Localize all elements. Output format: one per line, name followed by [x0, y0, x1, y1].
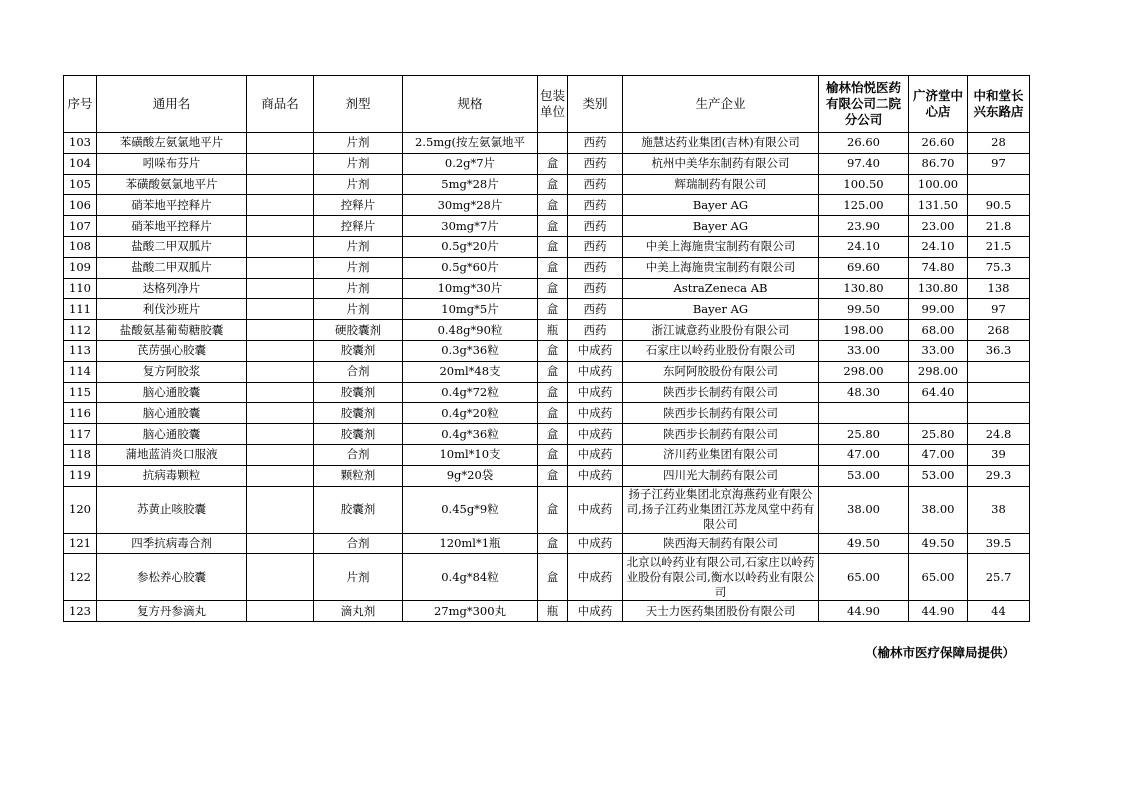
table-row: [64, 174, 1030, 195]
cell-no: 110: [64, 278, 97, 299]
table-row: [64, 278, 1030, 299]
cell-dosage-form: 片剂: [314, 299, 403, 320]
cell-category: 西药: [568, 320, 623, 341]
cell-generic-name: 四季抗病毒合剂: [97, 533, 247, 554]
cell-category: 西药: [568, 133, 623, 154]
cell-no: 118: [64, 444, 97, 465]
cell-dosage-form: 胶囊剂: [314, 340, 403, 361]
cell-category: 中成药: [568, 424, 623, 445]
cell-price-guangjitang: 26.60: [909, 133, 968, 154]
table-row: [64, 554, 1030, 601]
header-generic-name: 通用名: [97, 76, 247, 133]
cell-no: 114: [64, 361, 97, 382]
cell-package-unit: 瓶: [538, 601, 568, 622]
cell-no: 123: [64, 601, 97, 622]
cell-price-zhonghetang: 268: [968, 320, 1030, 341]
cell-brand-name: [247, 236, 314, 257]
cell-manufacturer: Bayer AG: [623, 299, 819, 320]
cell-price-zhonghetang: 97: [968, 153, 1030, 174]
cell-spec: 10mg*30片: [403, 278, 538, 299]
cell-manufacturer: 陕西步长制药有限公司: [623, 424, 819, 445]
cell-price-zhonghetang: 39: [968, 444, 1030, 465]
cell-generic-name: 复方丹参滴丸: [97, 601, 247, 622]
cell-generic-name: 盐酸二甲双胍片: [97, 236, 247, 257]
cell-category: 西药: [568, 257, 623, 278]
cell-no: 122: [64, 554, 97, 601]
cell-brand-name: [247, 153, 314, 174]
cell-price-zhonghetang: 21.8: [968, 216, 1030, 237]
cell-package-unit: 盒: [538, 278, 568, 299]
cell-no: 117: [64, 424, 97, 445]
cell-price-zhonghetang: 24.8: [968, 424, 1030, 445]
cell-no: 105: [64, 174, 97, 195]
cell-spec: 0.3g*36粒: [403, 340, 538, 361]
table-row: [64, 153, 1030, 174]
table-row: [64, 601, 1030, 622]
cell-generic-name: 苯磺酸氨氯地平片: [97, 174, 247, 195]
cell-price-guangjitang: 38.00: [909, 486, 968, 533]
header-store-guangjitang: 广济堂中心店: [909, 76, 968, 133]
cell-generic-name: 利伐沙班片: [97, 299, 247, 320]
cell-generic-name: 脑心通胶囊: [97, 382, 247, 403]
cell-price-guangjitang: 130.80: [909, 278, 968, 299]
header-no: 序号: [64, 76, 97, 133]
cell-brand-name: [247, 601, 314, 622]
header-category: 类别: [568, 76, 623, 133]
cell-price-yiyue: 25.80: [819, 424, 909, 445]
header-package-unit: 包装单位: [538, 76, 568, 133]
cell-dosage-form: 硬胶囊剂: [314, 320, 403, 341]
cell-price-guangjitang: [909, 403, 968, 424]
cell-price-guangjitang: 298.00: [909, 361, 968, 382]
cell-spec: 0.4g*84粒: [403, 554, 538, 601]
cell-brand-name: [247, 299, 314, 320]
cell-dosage-form: 合剂: [314, 361, 403, 382]
cell-brand-name: [247, 533, 314, 554]
cell-dosage-form: 片剂: [314, 554, 403, 601]
cell-manufacturer: 中美上海施贵宝制药有限公司: [623, 257, 819, 278]
cell-manufacturer: 北京以岭药业有限公司,石家庄以岭药业股份有限公司,衡水以岭药业有限公司: [623, 554, 819, 601]
cell-manufacturer: 石家庄以岭药业股份有限公司: [623, 340, 819, 361]
cell-no: 120: [64, 486, 97, 533]
cell-category: 西药: [568, 236, 623, 257]
cell-generic-name: 蒲地蓝消炎口服液: [97, 444, 247, 465]
cell-no: 115: [64, 382, 97, 403]
cell-price-zhonghetang: [968, 174, 1030, 195]
cell-spec: 0.45g*9粒: [403, 486, 538, 533]
cell-no: 106: [64, 195, 97, 216]
cell-price-yiyue: [819, 403, 909, 424]
cell-brand-name: [247, 465, 314, 486]
cell-no: 108: [64, 236, 97, 257]
cell-price-guangjitang: 86.70: [909, 153, 968, 174]
cell-dosage-form: 控释片: [314, 216, 403, 237]
cell-no: 116: [64, 403, 97, 424]
cell-spec: 0.4g*36粒: [403, 424, 538, 445]
table-row: [64, 195, 1030, 216]
cell-price-zhonghetang: [968, 382, 1030, 403]
cell-generic-name: 芪苈强心胶囊: [97, 340, 247, 361]
source-note: （榆林市医疗保障局提供）: [865, 645, 1016, 660]
cell-price-guangjitang: 64.40: [909, 382, 968, 403]
cell-generic-name: 盐酸二甲双胍片: [97, 257, 247, 278]
table-row: [64, 533, 1030, 554]
header-store-yiyue: 榆林怡悦医药有限公司二院分公司: [819, 76, 909, 133]
cell-category: 中成药: [568, 601, 623, 622]
cell-price-yiyue: 99.50: [819, 299, 909, 320]
cell-price-yiyue: 53.00: [819, 465, 909, 486]
cell-manufacturer: 济川药业集团有限公司: [623, 444, 819, 465]
cell-price-guangjitang: 100.00: [909, 174, 968, 195]
cell-manufacturer: 四川光大制药有限公司: [623, 465, 819, 486]
cell-price-guangjitang: 99.00: [909, 299, 968, 320]
cell-spec: 120ml*1瓶: [403, 533, 538, 554]
table-row: [64, 382, 1030, 403]
cell-generic-name: 吲哚布芬片: [97, 153, 247, 174]
cell-brand-name: [247, 174, 314, 195]
cell-price-guangjitang: 33.00: [909, 340, 968, 361]
cell-no: 112: [64, 320, 97, 341]
cell-package-unit: 盒: [538, 486, 568, 533]
table-row: [64, 133, 1030, 154]
table-row: [64, 216, 1030, 237]
cell-price-guangjitang: 24.10: [909, 236, 968, 257]
cell-no: 103: [64, 133, 97, 154]
cell-spec: 10mg*5片: [403, 299, 538, 320]
cell-dosage-form: 合剂: [314, 444, 403, 465]
cell-manufacturer: 杭州中美华东制药有限公司: [623, 153, 819, 174]
cell-manufacturer: 天士力医药集团股份有限公司: [623, 601, 819, 622]
cell-manufacturer: Bayer AG: [623, 195, 819, 216]
cell-brand-name: [247, 403, 314, 424]
cell-generic-name: 盐酸氨基葡萄糖胶囊: [97, 320, 247, 341]
cell-price-zhonghetang: 39.5: [968, 533, 1030, 554]
cell-generic-name: 复方阿胶浆: [97, 361, 247, 382]
cell-category: 中成药: [568, 403, 623, 424]
cell-package-unit: [538, 133, 568, 154]
table-row: [64, 361, 1030, 382]
cell-price-guangjitang: 53.00: [909, 465, 968, 486]
cell-dosage-form: 胶囊剂: [314, 382, 403, 403]
cell-no: 113: [64, 340, 97, 361]
cell-spec: 0.4g*72粒: [403, 382, 538, 403]
cell-generic-name: 达格列净片: [97, 278, 247, 299]
cell-brand-name: [247, 554, 314, 601]
cell-price-yiyue: 47.00: [819, 444, 909, 465]
cell-package-unit: 盒: [538, 257, 568, 278]
cell-price-guangjitang: 74.80: [909, 257, 968, 278]
cell-brand-name: [247, 340, 314, 361]
cell-generic-name: 脑心通胶囊: [97, 424, 247, 445]
cell-price-yiyue: 48.30: [819, 382, 909, 403]
cell-brand-name: [247, 216, 314, 237]
cell-spec: 0.5g*60片: [403, 257, 538, 278]
cell-brand-name: [247, 257, 314, 278]
table-row: [64, 299, 1030, 320]
cell-package-unit: 盒: [538, 424, 568, 445]
cell-package-unit: 盒: [538, 236, 568, 257]
cell-price-yiyue: 23.90: [819, 216, 909, 237]
cell-manufacturer: 陕西海天制药有限公司: [623, 533, 819, 554]
cell-package-unit: 瓶: [538, 320, 568, 341]
cell-dosage-form: 合剂: [314, 533, 403, 554]
cell-manufacturer: 施慧达药业集团(吉林)有限公司: [623, 133, 819, 154]
cell-package-unit: 盒: [538, 361, 568, 382]
cell-brand-name: [247, 382, 314, 403]
cell-price-zhonghetang: 21.5: [968, 236, 1030, 257]
cell-category: 中成药: [568, 340, 623, 361]
cell-brand-name: [247, 361, 314, 382]
cell-spec: 27mg*300丸: [403, 601, 538, 622]
cell-brand-name: [247, 424, 314, 445]
cell-category: 中成药: [568, 444, 623, 465]
table-row: [64, 236, 1030, 257]
cell-dosage-form: 片剂: [314, 257, 403, 278]
cell-package-unit: 盒: [538, 382, 568, 403]
cell-price-zhonghetang: 25.7: [968, 554, 1030, 601]
cell-price-zhonghetang: 29.3: [968, 465, 1030, 486]
cell-dosage-form: 颗粒剂: [314, 465, 403, 486]
cell-spec: 30mg*7片: [403, 216, 538, 237]
cell-price-yiyue: 298.00: [819, 361, 909, 382]
table-row: [64, 424, 1030, 445]
cell-price-zhonghetang: [968, 361, 1030, 382]
cell-category: 中成药: [568, 361, 623, 382]
cell-manufacturer: 东阿阿胶股份有限公司: [623, 361, 819, 382]
cell-package-unit: 盒: [538, 533, 568, 554]
table-row: [64, 257, 1030, 278]
cell-manufacturer: Bayer AG: [623, 216, 819, 237]
cell-manufacturer: 陕西步长制药有限公司: [623, 403, 819, 424]
cell-spec: 0.48g*90粒: [403, 320, 538, 341]
cell-generic-name: 参松养心胶囊: [97, 554, 247, 601]
cell-brand-name: [247, 486, 314, 533]
cell-spec: 9g*20袋: [403, 465, 538, 486]
cell-price-yiyue: 198.00: [819, 320, 909, 341]
cell-price-yiyue: 49.50: [819, 533, 909, 554]
cell-spec: 2.5mg(按左氨氯地平: [403, 133, 538, 154]
cell-price-yiyue: 38.00: [819, 486, 909, 533]
cell-package-unit: 盒: [538, 403, 568, 424]
cell-price-yiyue: 69.60: [819, 257, 909, 278]
cell-price-zhonghetang: 28: [968, 133, 1030, 154]
table-row: [64, 320, 1030, 341]
cell-price-guangjitang: 68.00: [909, 320, 968, 341]
cell-price-zhonghetang: 44: [968, 601, 1030, 622]
cell-manufacturer: 浙江诚意药业股份有限公司: [623, 320, 819, 341]
cell-price-yiyue: 125.00: [819, 195, 909, 216]
cell-price-yiyue: 100.50: [819, 174, 909, 195]
cell-no: 119: [64, 465, 97, 486]
drug-price-table: [63, 75, 1030, 622]
table-row: [64, 465, 1030, 486]
cell-manufacturer: 扬子江药业集团北京海燕药业有限公司,扬子江药业集团江苏龙凤堂中药有限公司: [623, 486, 819, 533]
cell-category: 中成药: [568, 486, 623, 533]
cell-package-unit: 盒: [538, 299, 568, 320]
table-body: [64, 133, 1030, 622]
cell-price-yiyue: 24.10: [819, 236, 909, 257]
cell-price-zhonghetang: 38: [968, 486, 1030, 533]
price-table-container: [63, 75, 1030, 622]
cell-category: 中成药: [568, 533, 623, 554]
cell-category: 西药: [568, 216, 623, 237]
cell-dosage-form: 胶囊剂: [314, 424, 403, 445]
header-spec: 规格: [403, 76, 538, 133]
table-row: [64, 486, 1030, 533]
cell-generic-name: 抗病毒颗粒: [97, 465, 247, 486]
cell-package-unit: 盒: [538, 195, 568, 216]
table-row: [64, 340, 1030, 361]
cell-category: 西药: [568, 278, 623, 299]
cell-dosage-form: 片剂: [314, 236, 403, 257]
header-brand-name: 商品名: [247, 76, 314, 133]
cell-category: 西药: [568, 174, 623, 195]
cell-price-zhonghetang: 75.3: [968, 257, 1030, 278]
cell-dosage-form: 胶囊剂: [314, 403, 403, 424]
cell-spec: 0.5g*20片: [403, 236, 538, 257]
cell-spec: 10ml*10支: [403, 444, 538, 465]
cell-package-unit: 盒: [538, 465, 568, 486]
cell-spec: 0.4g*20粒: [403, 403, 538, 424]
cell-price-zhonghetang: 138: [968, 278, 1030, 299]
cell-dosage-form: 片剂: [314, 153, 403, 174]
cell-package-unit: 盒: [538, 554, 568, 601]
cell-price-zhonghetang: [968, 403, 1030, 424]
cell-dosage-form: 控释片: [314, 195, 403, 216]
cell-no: 104: [64, 153, 97, 174]
cell-generic-name: 脑心通胶囊: [97, 403, 247, 424]
cell-brand-name: [247, 195, 314, 216]
cell-dosage-form: 片剂: [314, 278, 403, 299]
cell-price-zhonghetang: 97: [968, 299, 1030, 320]
cell-spec: 5mg*28片: [403, 174, 538, 195]
cell-price-guangjitang: 44.90: [909, 601, 968, 622]
cell-package-unit: 盒: [538, 174, 568, 195]
cell-generic-name: 硝苯地平控释片: [97, 216, 247, 237]
cell-price-yiyue: 65.00: [819, 554, 909, 601]
cell-dosage-form: 胶囊剂: [314, 486, 403, 533]
cell-manufacturer: AstraZeneca AB: [623, 278, 819, 299]
header-store-zhonghetang: 中和堂长兴东路店: [968, 76, 1030, 133]
cell-package-unit: 盒: [538, 216, 568, 237]
cell-price-guangjitang: 49.50: [909, 533, 968, 554]
cell-price-guangjitang: 25.80: [909, 424, 968, 445]
cell-price-guangjitang: 131.50: [909, 195, 968, 216]
cell-spec: 30mg*28片: [403, 195, 538, 216]
cell-price-guangjitang: 65.00: [909, 554, 968, 601]
cell-category: 中成药: [568, 382, 623, 403]
cell-spec: 0.2g*7片: [403, 153, 538, 174]
cell-no: 121: [64, 533, 97, 554]
cell-no: 111: [64, 299, 97, 320]
cell-category: 西药: [568, 153, 623, 174]
cell-category: 西药: [568, 299, 623, 320]
header-dosage-form: 剂型: [314, 76, 403, 133]
cell-price-yiyue: 44.90: [819, 601, 909, 622]
cell-brand-name: [247, 133, 314, 154]
table-row: [64, 403, 1030, 424]
header-manufacturer: 生产企业: [623, 76, 819, 133]
cell-price-yiyue: 97.40: [819, 153, 909, 174]
cell-category: 中成药: [568, 465, 623, 486]
cell-no: 107: [64, 216, 97, 237]
cell-generic-name: 苯磺酸左氨氯地平片: [97, 133, 247, 154]
cell-brand-name: [247, 444, 314, 465]
cell-manufacturer: 辉瑞制药有限公司: [623, 174, 819, 195]
cell-brand-name: [247, 278, 314, 299]
cell-price-zhonghetang: 90.5: [968, 195, 1030, 216]
cell-category: 西药: [568, 195, 623, 216]
cell-dosage-form: 滴丸剂: [314, 601, 403, 622]
cell-package-unit: 盒: [538, 444, 568, 465]
cell-price-guangjitang: 23.00: [909, 216, 968, 237]
cell-price-yiyue: 26.60: [819, 133, 909, 154]
cell-manufacturer: 陕西步长制药有限公司: [623, 382, 819, 403]
cell-dosage-form: 片剂: [314, 174, 403, 195]
cell-category: 中成药: [568, 554, 623, 601]
cell-brand-name: [247, 320, 314, 341]
cell-dosage-form: 片剂: [314, 133, 403, 154]
cell-price-zhonghetang: 36.3: [968, 340, 1030, 361]
header-row: [64, 76, 1030, 133]
cell-price-guangjitang: 47.00: [909, 444, 968, 465]
cell-manufacturer: 中美上海施贵宝制药有限公司: [623, 236, 819, 257]
cell-price-yiyue: 33.00: [819, 340, 909, 361]
cell-generic-name: 苏黄止咳胶囊: [97, 486, 247, 533]
cell-package-unit: 盒: [538, 153, 568, 174]
cell-package-unit: 盒: [538, 340, 568, 361]
cell-spec: 20ml*48支: [403, 361, 538, 382]
cell-no: 109: [64, 257, 97, 278]
table-row: [64, 444, 1030, 465]
cell-generic-name: 硝苯地平控释片: [97, 195, 247, 216]
cell-price-yiyue: 130.80: [819, 278, 909, 299]
